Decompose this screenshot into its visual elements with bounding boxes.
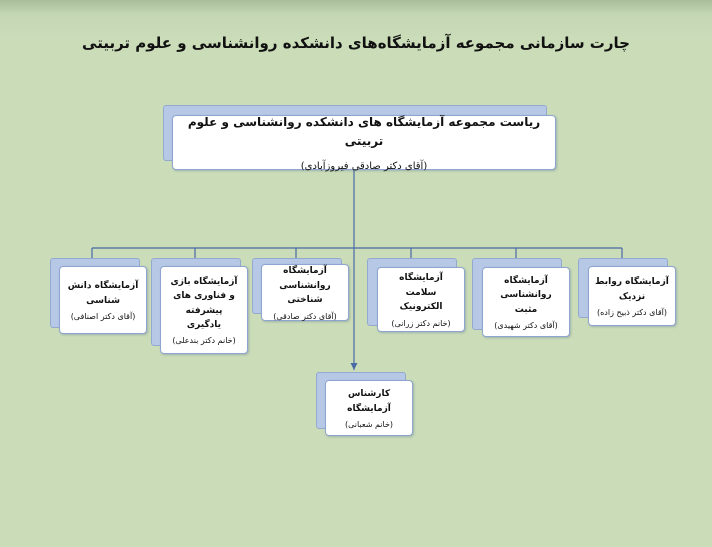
lab-title: آزمایشگاه روابط نزدیک [595, 277, 669, 302]
head-person: (آقای دکتر صادقی فیروزآبادی) [300, 161, 428, 173]
lab-person: (آقای دکتر اصنافی) [70, 311, 136, 321]
lab-box-positive-psychology [482, 267, 570, 337]
lab-person: (آقای دکتر ذبیح زاده) [596, 307, 668, 317]
expert-person: (خانم شعبانی) [344, 419, 394, 429]
head-box [172, 114, 556, 173]
chart-title: چارت سازمانی مجموعه آزمایشگاه‌های دانشکده روانشناسی و علوم تربیتی [82, 34, 630, 52]
lab-person: (خانم دکتر زرانی) [391, 318, 451, 328]
lab-person: (آقای دکتر صادقی) [273, 311, 337, 321]
lab-title: آزمایشگاه روانشناسی شناختی [279, 266, 331, 306]
lab-person: (آقای دکتر شهیدی) [494, 321, 558, 331]
head-title: ریاست مجموعه آزمایشگاه های دانشکده روانشناسی و علوم تربیتی [187, 114, 541, 148]
lab-box-e-health [377, 267, 465, 332]
lab-box-games-technology [160, 266, 248, 354]
lab-title: آزمایشگاه دانش شناسی [67, 281, 139, 306]
expert-title: کارشناس آزمایشگاه [347, 389, 391, 414]
lab-title: آزمایشگاه بازی و فناوری های پیشرفته یادگیری [170, 276, 238, 330]
lab-person: (خانم دکتر بندعلی) [172, 336, 236, 346]
expert-box [325, 380, 413, 436]
lab-title: آزمایشگاه روانشناسی مثبت [500, 275, 552, 315]
lab-box-close-relationships [588, 266, 676, 326]
lab-box-knowledge-science [59, 266, 147, 334]
lab-title: آزمایشگاه سلامت الکترونیک [399, 273, 443, 313]
lab-box-cognitive-psychology [261, 264, 349, 321]
